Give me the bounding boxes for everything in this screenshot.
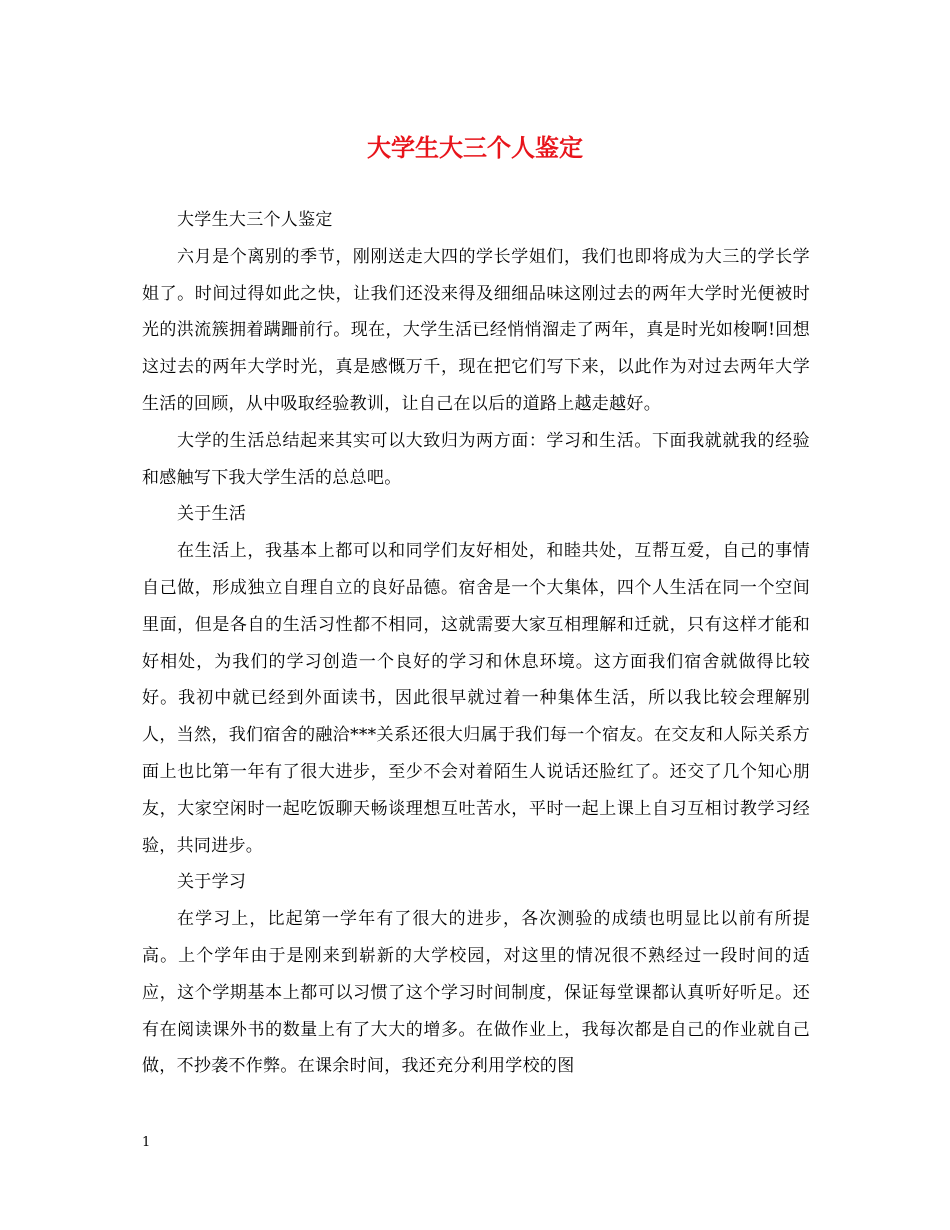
- section-heading-life: 关于生活: [177, 504, 247, 525]
- paragraph-summary: 大学的生活总结起来其实可以大致归为两方面：学习和生活。下面我就就我的经验和感触写下我大学生活的总总吧。: [142, 430, 810, 488]
- section-heading-study: 关于学习: [177, 872, 247, 893]
- paragraph-study: 在学习上，比起第一学年有了很大的进步，各次测验的成绩也明显比以前有所提高。上个学年由于是刚来到崭新的大学校园，对这里的情况很不熟经过一段时间的适应，这个学期基本上都可以习惯了这个学习时间制度，保证每堂课都认真听好听足。还有在阅读课外书的数量上有了大大的增多。在做作业上，我每次都是自己的作业就自己做，不抄袭不作弊。在课余时间，我还充分利用学校的图: [142, 909, 810, 1077]
- document-body: [142, 202, 810, 1085]
- page-number: 1: [142, 1135, 151, 1150]
- paragraph-heading: 大学生大三个人鉴定: [177, 210, 333, 230]
- document-title: 大学生大三个人鉴定: [367, 133, 583, 162]
- paragraph-life: 在生活上，我基本上都可以和同学们友好相处，和睦共处，互帮互爱，自己的事情自己做，形成独立自理自立的良好品德。宿舍是一个大集体，四个人生活在同一个空间里面，但是各自的生活习性都不相同，这就需要大家互相理解和迁就，只有这样才能和好相处，为我们的学习创造一个良好的学习和休息环境。这方面我们宿舍就做得比较好。我初中就已经到外面读书，因此很早就过着一种集体生活，所以我比较会理解别人，当然，我们宿舍的融洽***关系还很大归属于我们每一个宿友。在交友和人际关系方面上也比第一年有了很大进步，至少不会对着陌生人说话还脸红了。还交了几个知心朋友，大家空闲时一起吃饭聊天畅谈理想互吐苦水，平时一起上课上自习互相讨教学习经验，共同进步。: [142, 541, 810, 856]
- paragraph-intro: 六月是个离别的季节，刚刚送走大四的学长学姐们，我们也即将成为大三的学长学姐了。时间过得如此之快，让我们还没来得及细细品味这刚过去的两年大学时光便被时光的洪流簇拥着蹒跚前行。现在，大学生活已经悄悄溜走了两年，真是时光如梭啊!回想这过去的两年大学时光，真是感慨万千，现在把它们写下来，以此作为对过去两年大学生活的回顾，从中吸取经验教训，让自己在以后的道路上越走越好。: [142, 246, 810, 414]
